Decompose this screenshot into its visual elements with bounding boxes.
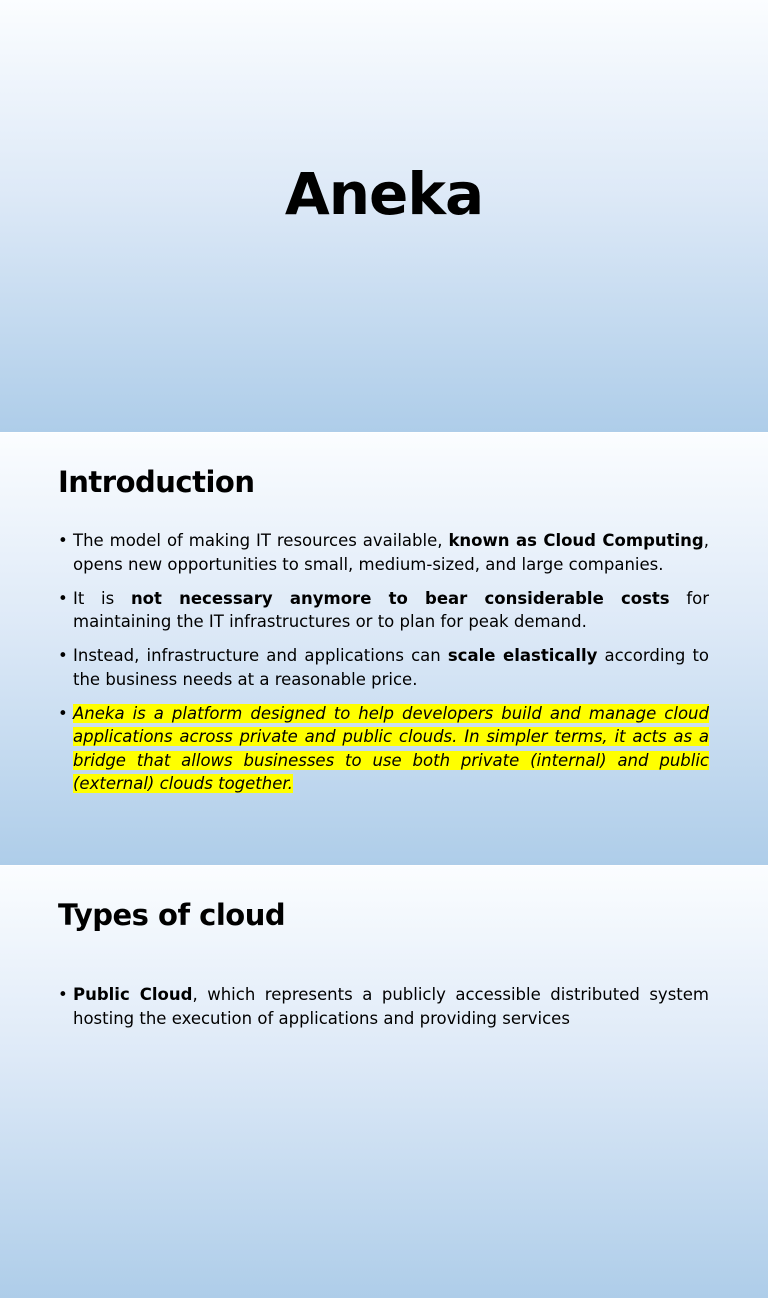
bullet-icon: • <box>58 588 68 608</box>
list-item <box>58 644 709 691</box>
bullet-bold-text: known as Cloud Computing <box>448 531 704 550</box>
bullet-text: Instead, infrastructure and applications can <box>73 646 448 665</box>
bullet-text: according to the business needs at a reasonable price. <box>73 646 710 689</box>
bullet-icon: • <box>58 531 68 550</box>
bullet-text: , which represents a publicly accessible distributed system hosting the execution of applications and providing services <box>73 985 709 1028</box>
list-item <box>58 587 709 634</box>
slide-heading: Types of cloud <box>58 898 286 932</box>
title-slide <box>0 0 768 432</box>
presentation-title: Aneka <box>284 160 484 228</box>
bullet-list <box>58 529 709 806</box>
bullet-bold-text: Public Cloud <box>73 985 193 1004</box>
slide-heading: Introduction <box>58 465 255 499</box>
introduction-slide <box>0 433 768 865</box>
list-item <box>58 702 709 796</box>
bullet-icon: • <box>58 646 68 665</box>
bullet-bold-text: not necessary anymore to bear considerable costs <box>130 588 670 608</box>
bullet-text: It is <box>73 588 131 608</box>
list-item <box>58 983 709 1030</box>
bullet-list <box>58 983 709 1041</box>
list-item <box>58 529 709 576</box>
bullet-icon: • <box>58 985 68 1004</box>
bullet-bold-text: scale elastically <box>447 646 598 665</box>
types-of-cloud-slide <box>0 866 768 1298</box>
bullet-text: , opens new opportunities to small, medium-sized, and large companies. <box>73 531 709 574</box>
highlighted-text: Aneka is a platform designed to help developers build and manage cloud applications across private and public clouds. In simpler terms, it acts as a bridge that allows businesses to use both private (internal) and public (external) clouds together. <box>73 703 709 793</box>
bullet-text: The model of making IT resources available, <box>73 531 449 550</box>
bullet-text: for maintaining the IT infrastructures or to plan for peak demand. <box>73 588 710 631</box>
bullet-icon: • <box>58 703 68 723</box>
